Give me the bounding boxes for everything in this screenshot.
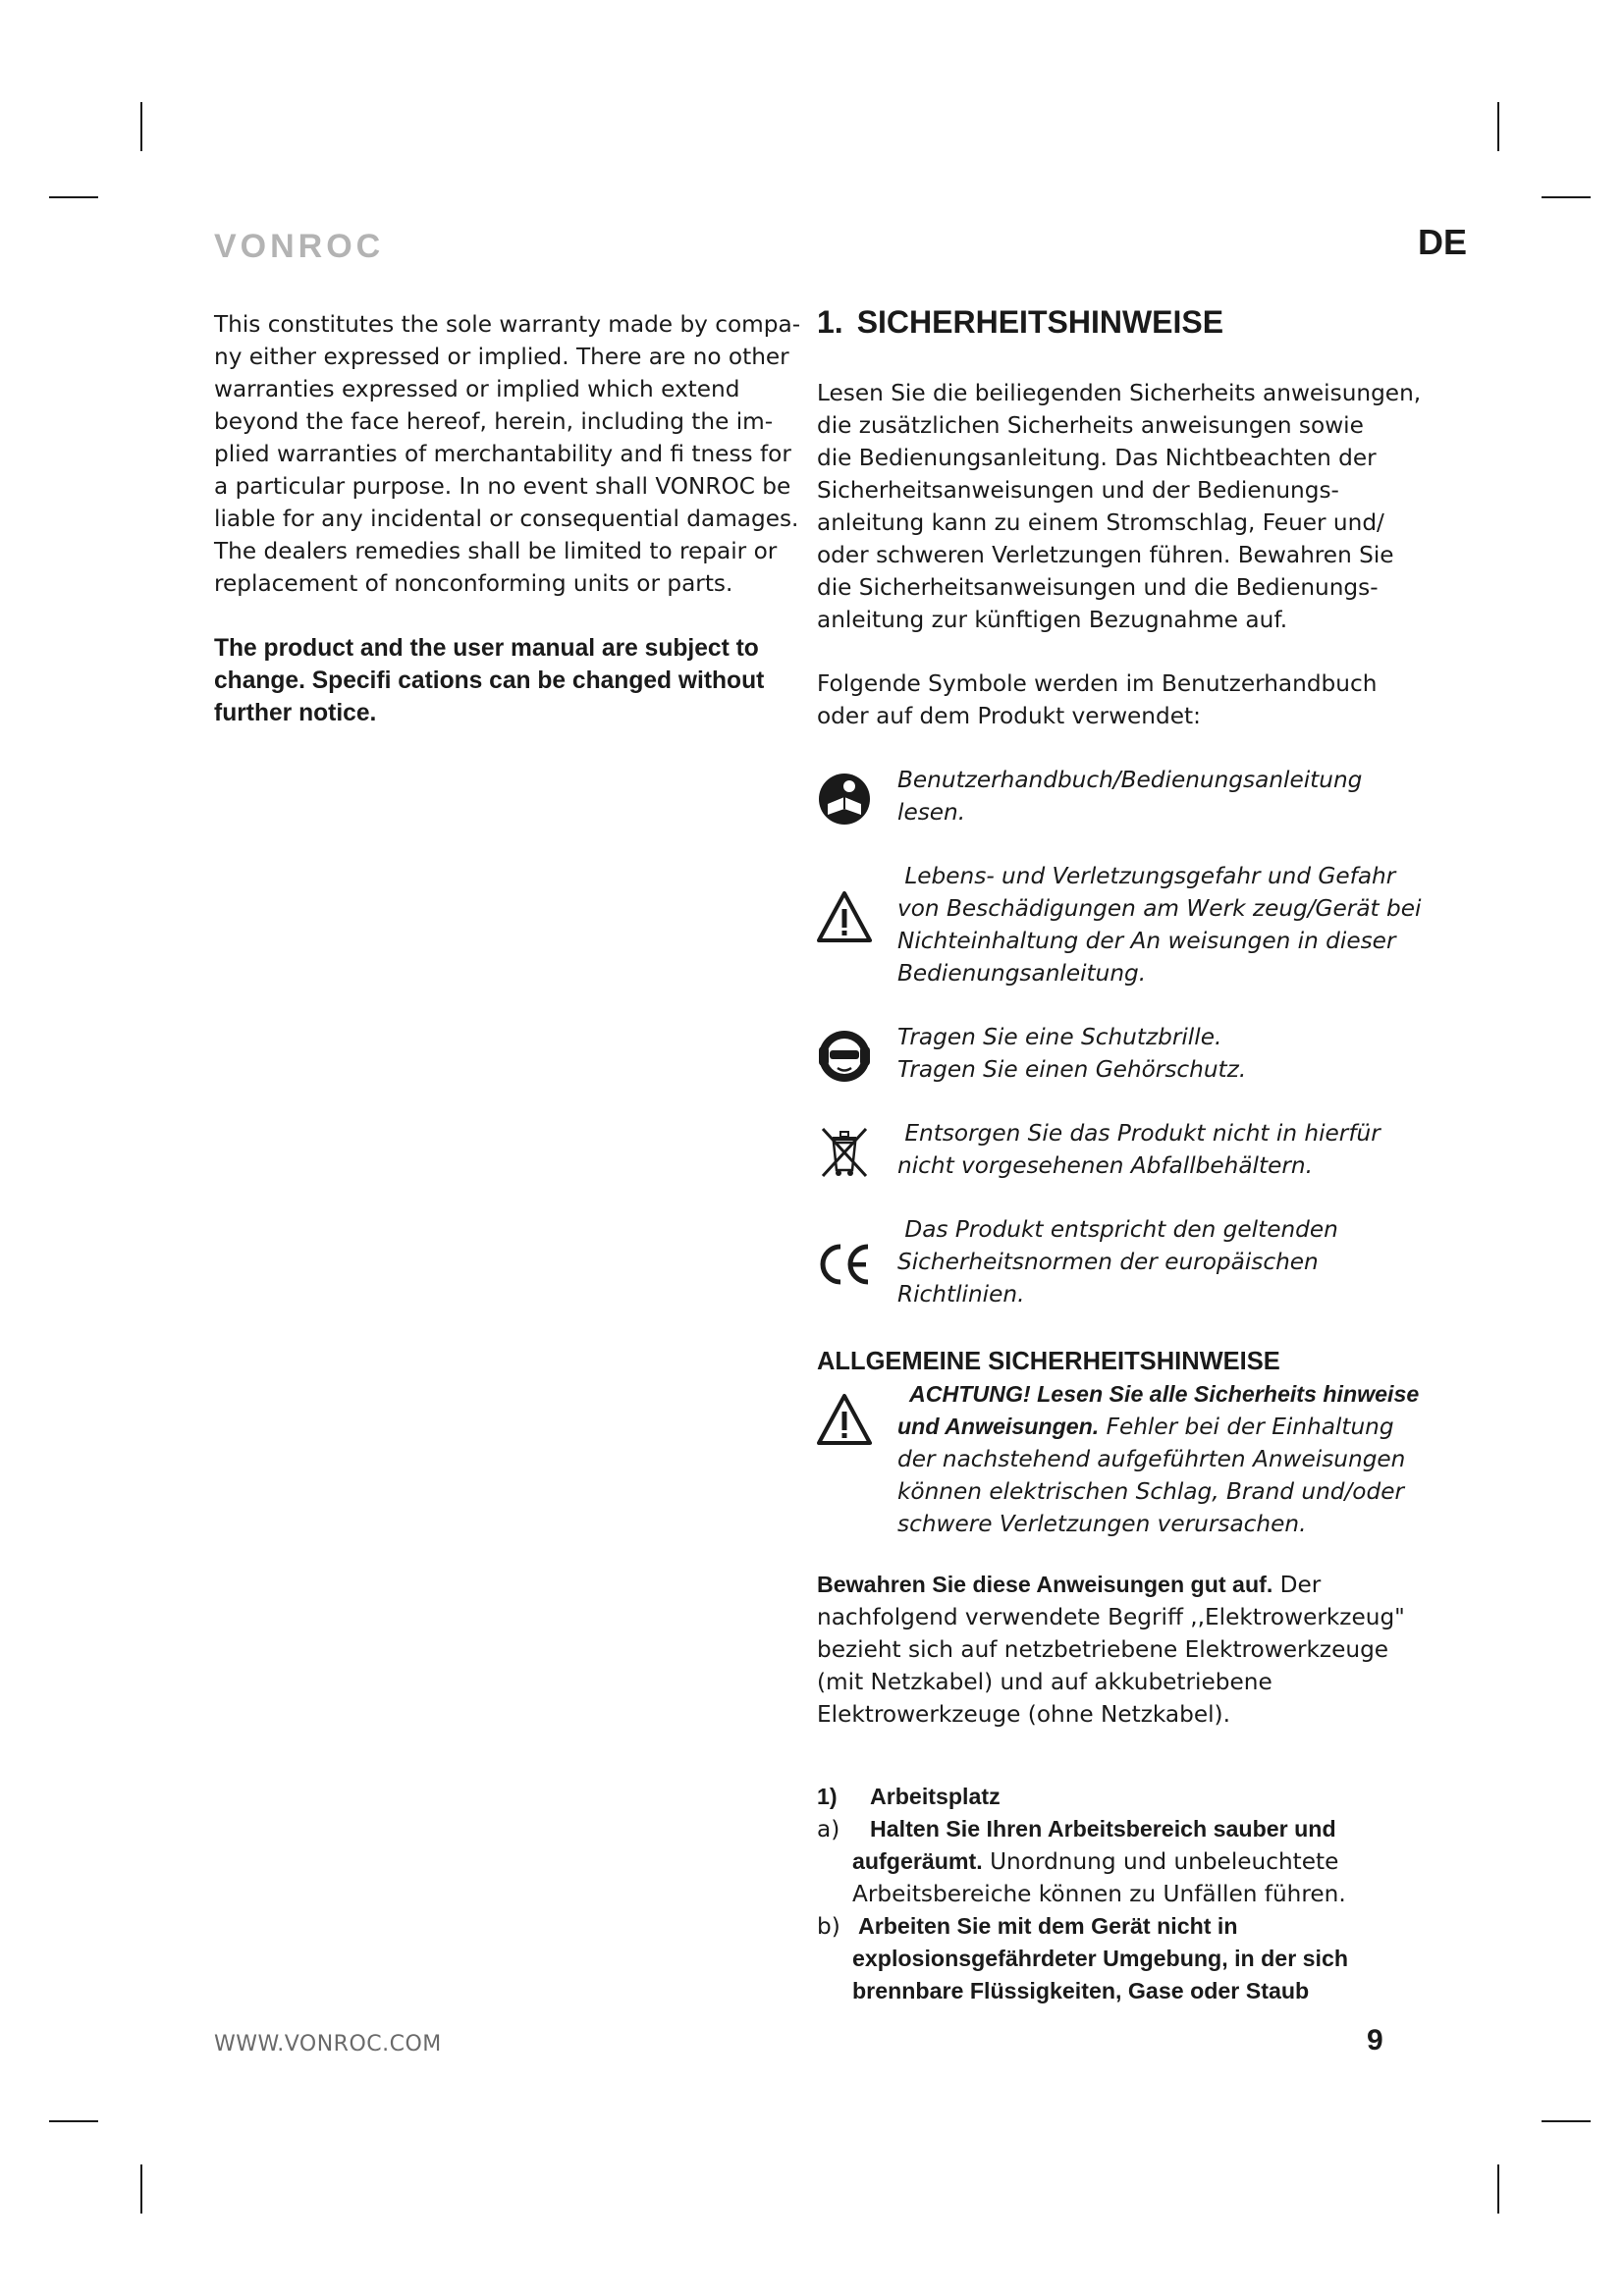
keep-rest: Der xyxy=(1272,1572,1322,1598)
footer-url: WWW.VONROC.COM xyxy=(214,2032,442,2056)
crop-mark xyxy=(49,196,98,198)
text-line: warranties expressed or implied which extend xyxy=(214,376,740,402)
read-manual-icon xyxy=(817,772,872,827)
text-line: Elektrowerkzeuge (ohne Netzkabel). xyxy=(817,1701,1230,1728)
text-line: Tragen Sie eine Schutzbrille. xyxy=(897,1024,1222,1050)
text-line: von Beschädigungen am Werk zeug/Gerät bei xyxy=(897,895,1422,922)
text-line: replacement of nonconforming units or parts. xyxy=(214,570,733,597)
left-column xyxy=(214,308,801,729)
list-number: 1) xyxy=(817,1784,838,1809)
text-line: This constitutes the sole warranty made by compa- xyxy=(214,311,801,338)
right-column xyxy=(817,300,1422,2003)
item-a-rest: Unordnung und unbeleuchtete xyxy=(982,1848,1339,1875)
text-line: Folgende Symbole werden im Benutzerhandbuch xyxy=(817,670,1378,697)
warranty-paragraph xyxy=(214,308,801,600)
text-line: Arbeiten Sie mit dem Gerät nicht in xyxy=(858,1913,1238,1939)
text-line xyxy=(852,1845,1346,1878)
intro-paragraph xyxy=(817,377,1421,636)
section-title-text: SICHERHEITSHINWEISE xyxy=(856,304,1224,340)
text-line: oder auf dem Produkt verwendet: xyxy=(817,703,1201,729)
crop-mark xyxy=(49,2120,98,2122)
text-line: Sicherheitsanweisungen und der Bedienungs- xyxy=(817,477,1339,504)
text-line: Halten Sie Ihren Arbeitsbereich sauber und xyxy=(870,1816,1336,1842)
text-line: können elektrischen Schlag, Brand und/oder xyxy=(897,1478,1405,1505)
list-item-b xyxy=(817,1910,1406,2007)
list-marker: a) xyxy=(817,1816,840,1842)
symbols-intro xyxy=(817,667,1377,732)
crop-mark xyxy=(1542,2120,1591,2122)
brand-logo-text: VONROC xyxy=(214,230,385,263)
crop-mark xyxy=(1542,196,1591,198)
text-line: Nichteinhaltung der An weisungen in dieser xyxy=(897,928,1396,954)
attention-bold: ACHTUNG! Lesen Sie alle Sicherheits hinweise xyxy=(909,1381,1420,1407)
list-marker: b) xyxy=(817,1913,840,1940)
attention-text xyxy=(897,1378,1419,1540)
crop-mark xyxy=(140,102,142,151)
section-title xyxy=(817,300,1406,344)
text-line: Lebens- und Verletzungsgefahr und Gefahr xyxy=(897,863,1396,889)
text-line: change. Specifi cations can be changed without xyxy=(214,667,765,694)
general-safety-title: ALLGEMEINE SICHERHEITSHINWEISE xyxy=(817,1348,1280,1375)
page-number: 9 xyxy=(1367,2024,1383,2056)
symbol-row-protection xyxy=(817,1021,1406,1090)
symbol-row-ce xyxy=(817,1213,1406,1311)
symbol-row-warning xyxy=(817,860,1422,989)
language-code: DE xyxy=(1418,222,1468,262)
text-line: Arbeitsbereiche können zu Unfällen führen. xyxy=(852,1881,1346,1907)
section-number: 1. xyxy=(817,304,843,340)
list-body xyxy=(852,1910,1348,2007)
text-line: nachfolgend verwendete Begriff ,,Elektrowerkzeug" xyxy=(817,1604,1405,1630)
text-line: nicht vorgesehenen Abfallbehältern. xyxy=(897,1152,1313,1179)
text-line: (mit Netzkabel) und auf akkubetriebene xyxy=(817,1669,1272,1695)
text-line xyxy=(897,1411,1419,1443)
text-line: der nachstehend aufgeführten Anweisungen xyxy=(897,1446,1406,1472)
list-title: Arbeitsplatz xyxy=(870,1784,1001,1809)
workplace-heading xyxy=(817,1781,1406,1813)
text-line: The dealers remedies shall be limited to repair or xyxy=(214,538,778,564)
crossed-bin-icon xyxy=(817,1125,872,1180)
text-line: die Sicherheitsanweisungen und die Bedienungs- xyxy=(817,574,1379,601)
symbol-row-disposal xyxy=(817,1117,1406,1186)
crop-mark xyxy=(1497,102,1499,151)
attention-rest: Fehler bei der Einhaltung xyxy=(1099,1414,1394,1440)
text-line: Tragen Sie einen Gehörschutz. xyxy=(897,1056,1247,1083)
crop-mark xyxy=(140,2164,142,2214)
symbol-text xyxy=(897,1213,1338,1310)
text-line: die Bedienungsanleitung. Das Nichtbeachten der xyxy=(817,445,1377,471)
text-line: Bedienungsanleitung. xyxy=(897,960,1147,987)
text-line: further notice. xyxy=(214,700,377,726)
text-line: ny either expressed or implied. There are no other xyxy=(214,344,789,370)
text-line: anleitung zur künftigen Bezugnahme auf. xyxy=(817,607,1288,633)
text-line: oder schweren Verletzungen führen. Bewahren Sie xyxy=(817,542,1394,568)
ce-mark-icon xyxy=(817,1237,872,1292)
text-line: brennbare Flüssigkeiten, Gase oder Staub xyxy=(852,1978,1310,2003)
text-line: explosionsgefährdeter Umgebung, in der sich xyxy=(852,1946,1349,1971)
symbol-text xyxy=(897,1021,1246,1086)
text-line: Sicherheitsnormen der europäischen xyxy=(897,1249,1319,1275)
keep-bold: Bewahren Sie diese Anweisungen gut auf. xyxy=(817,1572,1273,1597)
text-line: beyond the face hereof, herein, including the im- xyxy=(214,408,774,435)
text-line: anleitung kann zu einem Stromschlag, Feuer und/ xyxy=(817,509,1384,536)
attention-bold: und Anweisungen. xyxy=(897,1414,1100,1439)
symbol-text xyxy=(897,860,1421,989)
text-line: Das Produkt entspricht den geltenden xyxy=(897,1216,1338,1243)
text-line: Richtlinien. xyxy=(897,1281,1025,1308)
attention-block xyxy=(817,1378,1420,1537)
text-line: The product and the user manual are subject to xyxy=(214,635,759,662)
symbol-text xyxy=(897,1117,1380,1182)
warning-triangle-icon xyxy=(817,1392,872,1447)
attention-heading-line xyxy=(897,1378,1419,1411)
text-line: schwere Verletzungen verursachen. xyxy=(897,1511,1307,1537)
list-body xyxy=(852,1813,1346,1910)
text-line: liable for any incidental or consequential damages. xyxy=(214,506,799,532)
text-line xyxy=(817,1569,1405,1601)
goggles-ear-protection-icon xyxy=(817,1029,872,1084)
text-line: bezieht sich auf netzbetriebene Elektrowerkzeuge xyxy=(817,1636,1389,1663)
text-line: Lesen Sie die beiliegenden Sicherheits anweisungen, xyxy=(817,380,1422,406)
text-line: die zusätzlichen Sicherheits anweisungen sowie xyxy=(817,412,1364,439)
brand-logo xyxy=(214,230,410,263)
change-notice-paragraph xyxy=(214,632,784,729)
text-line: Benutzerhandbuch/Bedienungsanleitung xyxy=(897,767,1363,793)
keep-instructions-paragraph xyxy=(817,1569,1405,1731)
text-line: a particular purpose. In no event shall VONROC be xyxy=(214,473,791,500)
symbol-text xyxy=(897,764,1362,828)
warning-triangle-icon xyxy=(817,889,872,944)
text-line: Entsorgen Sie das Produkt nicht in hierfür xyxy=(897,1120,1380,1147)
text-line: lesen. xyxy=(897,799,966,826)
item-a-bold: aufgeräumt. xyxy=(852,1848,983,1874)
crop-mark xyxy=(1497,2164,1499,2214)
list-item-a xyxy=(817,1813,1406,1910)
symbol-row-manual xyxy=(817,764,1406,832)
text-line: plied warranties of merchantability and fi tness for xyxy=(214,441,791,467)
